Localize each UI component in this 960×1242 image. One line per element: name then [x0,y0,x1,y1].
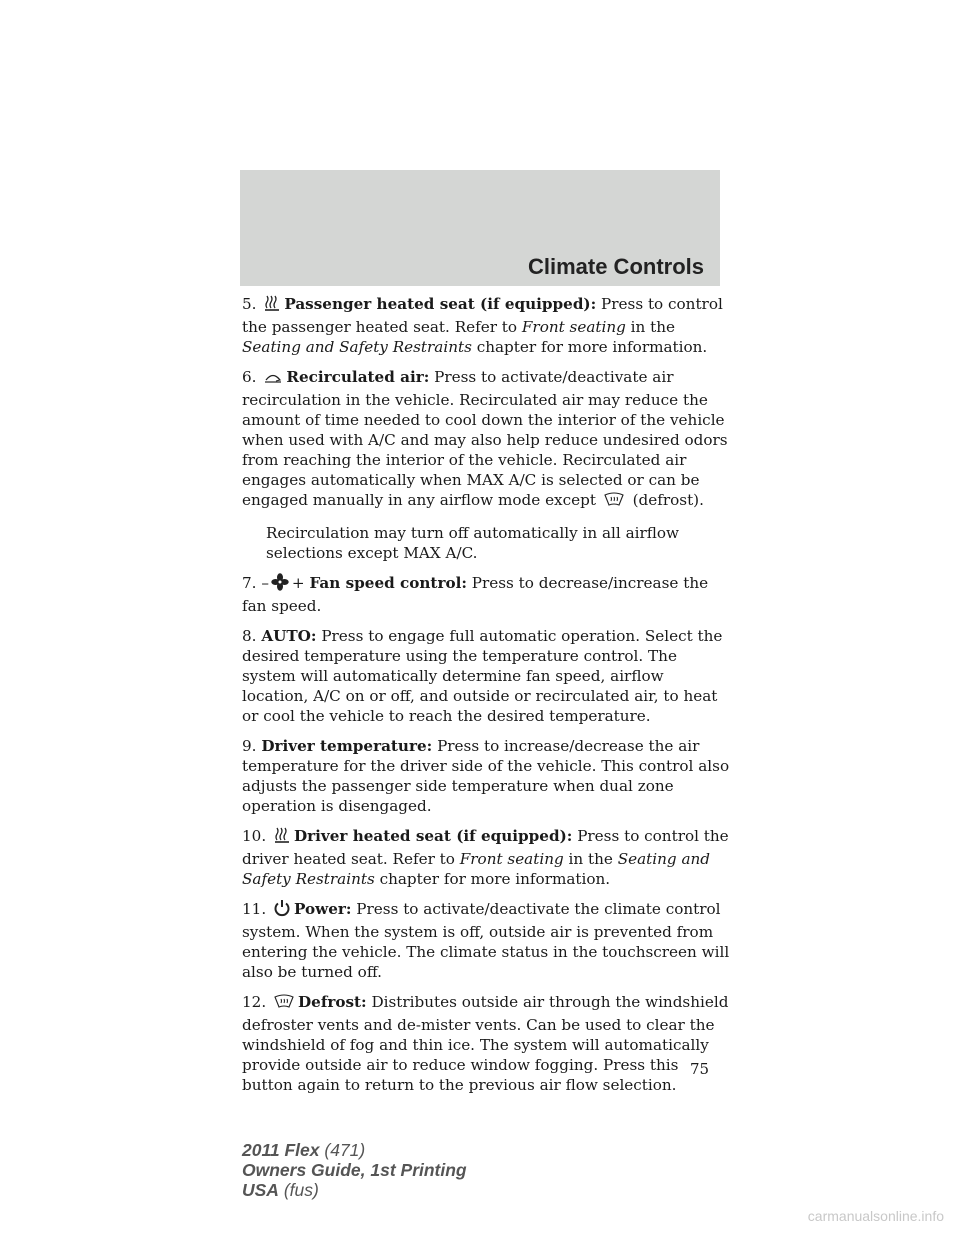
list-item [242,826,732,889]
item-text: Press to activate/deactivate air recirculation in the vehicle. Recirculated air may reduce the amount of time needed to cool down the interior of the vehicle when used with A/C and may also help reduce undesired odors from reaching the interior of the vehicle. Recirculated air engages automatically when MAX A/C is selected or can be engaged manually in any airflow mode except [242,368,728,509]
item-label: Defrost: [297,993,367,1011]
item-label: Driver heated seat (if equipped): [293,827,573,845]
item-text: Press to decrease/increase the fan speed. [242,574,709,615]
item-number: 9. [242,737,257,755]
footer-model: 2011 Flex [242,1140,320,1160]
item-note: Recirculation may turn off automatically in all airflow selections except MAX A/C. [266,524,680,562]
list-item [242,736,732,816]
item-text: Press to activate/deactivate the climate control system. When the system is off, outside air is prevented from entering the vehicle. The climate status in the touchscreen will also be turned off. [242,900,730,981]
item-number: 10. [242,827,267,845]
chapter-reference: Seating and Safety Restraints [242,850,711,888]
item-text: Press to control the driver heated seat. Refer to [242,827,729,868]
item-label: Fan speed control: [309,574,467,592]
heated-seat-icon [263,294,281,317]
defrost-icon [273,994,295,1015]
watermark: carmanualsonline.info [807,1208,944,1224]
item-number: 6. [242,368,257,386]
item-text: (defrost). [627,491,704,509]
content [242,294,732,1105]
heated-seat-icon [273,826,291,849]
item-number: 5. [242,295,257,313]
section-header [240,170,720,286]
power-icon [273,899,291,922]
footer-line [242,1140,467,1160]
minus-sign: – [261,574,269,592]
defrost-icon [603,492,625,513]
footer-line [242,1180,467,1200]
item-label: AUTO: [261,627,317,645]
list-item [242,294,732,357]
list-item [242,573,732,616]
item-label: Recirculated air: [286,368,430,386]
footer-code: (471) [319,1140,366,1160]
footer [242,1140,467,1200]
section-title: Climate Controls [527,254,704,279]
list-item [242,992,732,1095]
item-text: chapter for more information. [471,338,708,356]
chapter-reference: Front seating [459,850,564,868]
chapter-reference: Front seating [521,318,626,336]
footer-market: USA [242,1180,279,1200]
item-text: in the [563,850,618,868]
item-number: 11. [242,900,267,918]
chapter-reference: Seating and Safety Restraints [242,338,472,356]
item-text: Press to increase/decrease the air temperature for the driver side of the vehicle. This control also adjusts the passenger side temperature when dual zone operation is disengaged. [242,737,730,815]
item-label: Driver temperature: [261,737,433,755]
item-number: 7. [242,574,257,592]
item-label: Power: [293,900,352,918]
footer-market-code: (fus) [278,1180,319,1200]
list-item [242,367,732,513]
item-number: 8. [242,627,257,645]
list-item [242,626,732,726]
item-number: 12. [242,993,267,1011]
item-text: Distributes outside air through the windshield defroster vents and de-mister vents. Can be used to clear the windshield of fog and thin ice. The system will automatically provide outside air to reduce window fogging. Press this button again to return to the previous air flow selection. [242,993,729,1094]
page-number: 75 [690,1060,710,1078]
fan-icon [271,573,289,596]
plus-sign: + [291,574,305,592]
item-text: Press to control the passenger heated seat. Refer to [242,295,723,336]
list-item [242,899,732,982]
item-text: Press to engage full automatic operation. Select the desired temperature using the temperature control. The system will automatically determine fan speed, airflow location, A/C on or off, and outside or recirculated air, to heat or cool the vehicle to reach the desired temperature. [242,627,723,725]
footer-printing: Owners Guide, 1st Printing [242,1160,467,1180]
item-text: in the [625,318,676,336]
item-text: chapter for more information. [374,870,611,888]
item-label: Passenger heated seat (if equipped): [284,295,597,313]
recirculation-icon [263,370,283,390]
